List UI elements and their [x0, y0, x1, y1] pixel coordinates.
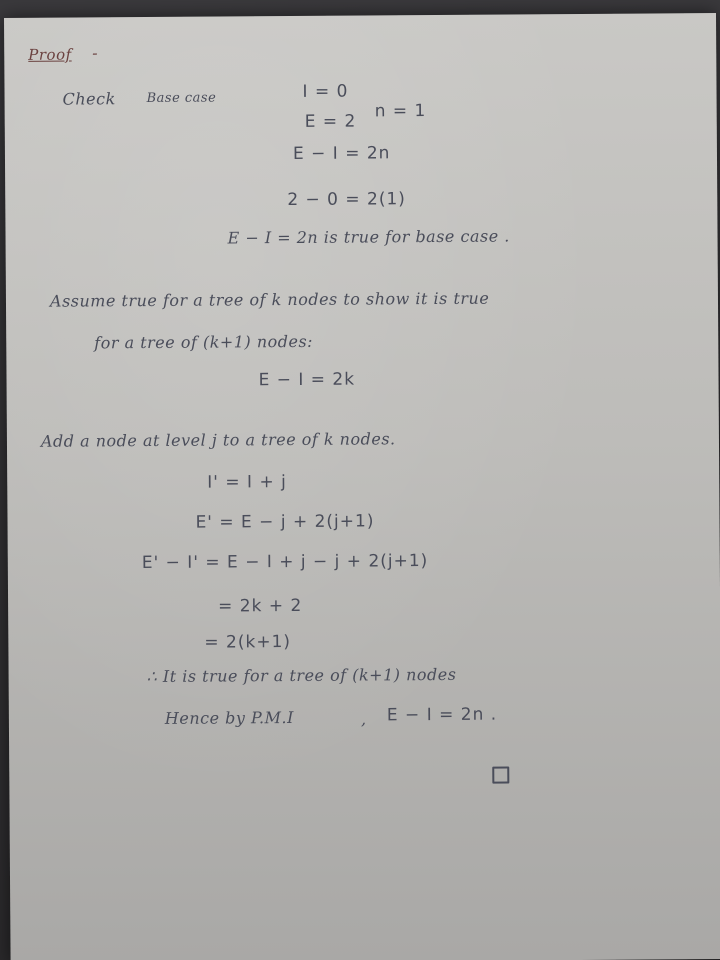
- base-formula: E − I = 2n: [292, 143, 391, 164]
- hence-by-pmi: Hence by P.M.I: [164, 707, 294, 728]
- conclusion-comma: ,: [360, 709, 367, 729]
- check-label: Check: [62, 89, 116, 109]
- n-equals-one: n = 1: [374, 101, 427, 122]
- therefore-line: ∴ It is true for a tree of (k+1) nodes: [146, 664, 457, 687]
- assumption-line-2: for a tree of (k+1) nodes:: [94, 331, 314, 353]
- base-case-conclusion: E − I = 2n is true for base case .: [227, 226, 510, 248]
- qed-box-icon: [492, 766, 509, 783]
- i-prime-equation: I' = I + j: [207, 472, 287, 493]
- base-case-label: Base case: [146, 90, 217, 107]
- difference-equation: E' − I' = E − I + j − j + 2(j+1): [141, 551, 429, 574]
- e-equals-two: E = 2: [304, 111, 357, 132]
- step-2-k-plus-1: = 2(k+1): [204, 632, 292, 653]
- title-dash: -: [92, 43, 99, 63]
- i-equals-zero: I = 0: [302, 81, 349, 102]
- step-2k-plus-2: = 2k + 2: [218, 595, 303, 617]
- e-prime-equation: E' = E − j + 2(j+1): [195, 511, 375, 533]
- assumption-formula: E − I = 2k: [258, 369, 356, 391]
- notebook-page: [4, 13, 720, 960]
- base-substitution: 2 − 0 = 2(1): [287, 189, 406, 211]
- assumption-line-1: Assume true for a tree of k nodes to show it is true: [49, 288, 490, 311]
- add-node-line: Add a node at level j to a tree of k nodes.: [40, 429, 396, 451]
- final-formula: E − I = 2n .: [386, 704, 498, 726]
- proof-title: Proof: [28, 45, 72, 64]
